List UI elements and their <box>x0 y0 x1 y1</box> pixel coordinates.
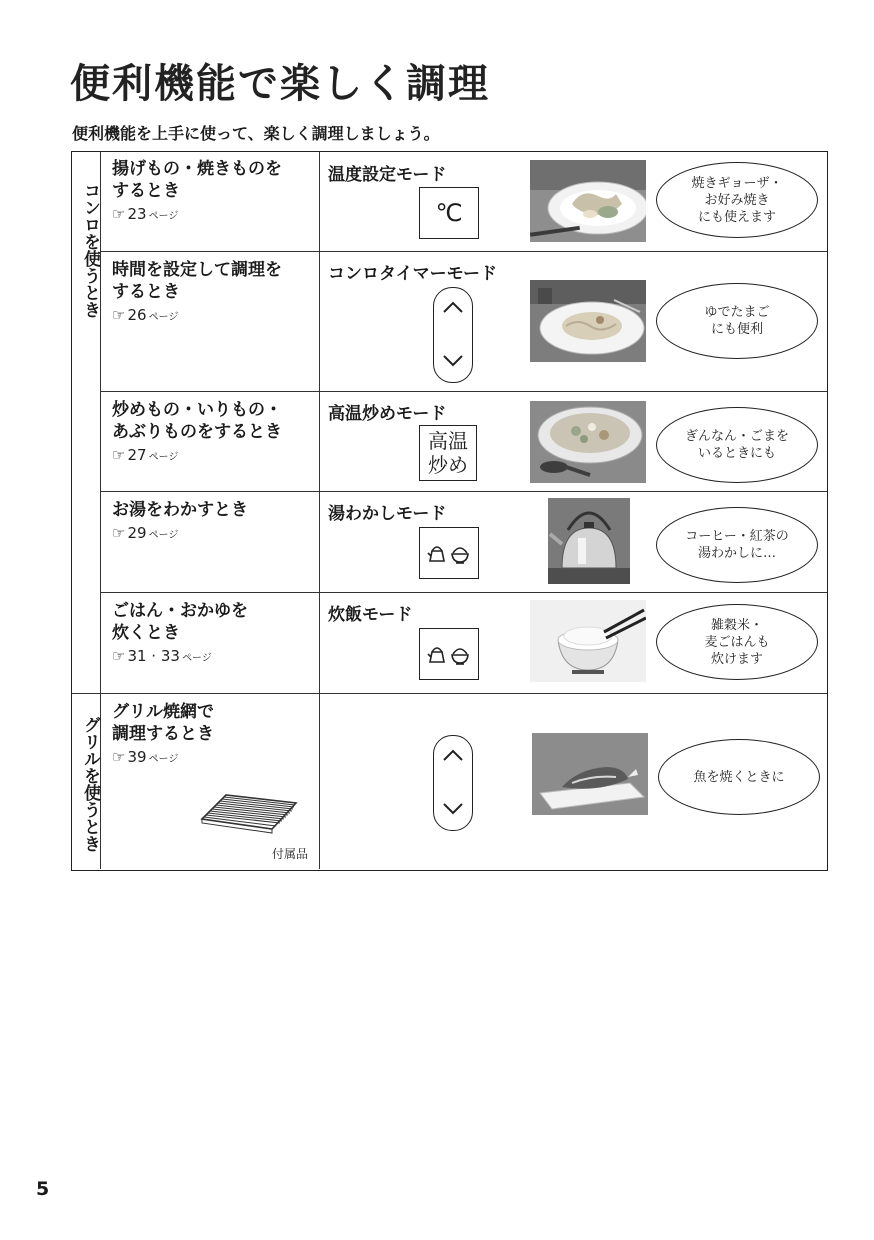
timer-up-down-keys <box>433 287 473 383</box>
tip-bubble: ゆでたまご にも便利 <box>656 283 818 359</box>
grill-up-down-keys <box>433 735 473 831</box>
mode-name: 温度設定モード <box>328 165 447 185</box>
table-row <box>72 152 827 251</box>
page-subtitle: 便利機能を上手に使って、楽しく調理しましょう。 <box>72 124 440 143</box>
page-reference[interactable]: ☞ 31 · 33 ページ <box>112 647 212 665</box>
chevron-down-icon[interactable] <box>442 802 464 816</box>
chevron-up-icon[interactable] <box>442 748 464 762</box>
tip-bubble: ぎんなん・ごまを いるときにも <box>656 407 818 483</box>
accessory-label: 付属品 <box>272 847 309 861</box>
page-reference[interactable]: ☞ 29 ページ <box>112 524 179 542</box>
mode-name: 高温炒めモード <box>328 404 447 424</box>
use-case: 時間を設定して調理を するとき ☞ 26 ページ <box>112 259 312 329</box>
feature-table <box>71 151 828 871</box>
pointing-hand-icon: ☞ <box>112 205 125 223</box>
pointing-hand-icon: ☞ <box>112 306 125 324</box>
tip-bubble: コーヒー・紅茶の 湯わかしに… <box>656 507 818 583</box>
use-case: お湯をわかすとき ☞ 29 ページ <box>112 499 312 547</box>
section-label-grill: グリルを使うとき <box>80 716 100 852</box>
use-case: グリル焼網で 調理するとき ☞ 39 ページ <box>112 701 312 771</box>
chevron-up-icon[interactable] <box>442 300 464 314</box>
grilled-fish-photo <box>532 733 648 815</box>
tip-bubble: 雑穀米・ 麦ごはんも 炊けます <box>656 604 818 680</box>
high-temp-stir-fry-key-button[interactable]: 高温 炒め <box>419 425 477 481</box>
mode-name: 炊飯モード <box>328 605 413 625</box>
chevron-down-icon[interactable] <box>442 354 464 368</box>
pointing-hand-icon: ☞ <box>112 647 125 665</box>
page-reference[interactable]: ☞ 26 ページ <box>112 306 179 324</box>
mode-name: 湯わかしモード <box>328 504 447 524</box>
stir-fry-photo <box>530 401 646 483</box>
grill-net-illustration <box>196 789 300 843</box>
table-row <box>72 693 827 869</box>
table-row <box>72 251 827 391</box>
use-case: 炒めもの・いりもの・ あぶりものをするとき ☞ 27 ページ <box>112 399 312 469</box>
table-row <box>72 391 827 491</box>
page-title: 便利機能で楽しく調理 <box>70 61 490 107</box>
kettle-rice-key-button[interactable] <box>419 527 479 579</box>
pasta-plate-photo <box>530 280 646 362</box>
pointing-hand-icon: ☞ <box>112 524 125 542</box>
kettle-rice-key-button[interactable] <box>419 628 479 680</box>
temperature-key-button[interactable]: ℃ <box>419 187 479 239</box>
page-number: 5 <box>36 1178 50 1200</box>
table-row <box>72 491 827 592</box>
page-reference[interactable]: ☞ 39 ページ <box>112 748 179 766</box>
section-label-conro: コンロを使うとき <box>80 182 100 318</box>
page-reference[interactable]: ☞ 23 ページ <box>112 205 179 223</box>
pointing-hand-icon: ☞ <box>112 748 125 766</box>
tip-bubble: 焼きギョーザ・ お好み焼き にも使えます <box>656 162 818 238</box>
tip-bubble: 魚を焼くときに <box>658 739 820 815</box>
kettle-on-stove-photo <box>548 498 630 584</box>
tempura-plate-photo <box>530 160 646 242</box>
mode-name: コンロタイマーモード <box>328 264 497 284</box>
kettle-rice-bowl-icon <box>426 642 472 666</box>
kettle-rice-bowl-icon <box>426 541 472 565</box>
pointing-hand-icon: ☞ <box>112 446 125 464</box>
table-row <box>72 592 827 693</box>
use-case: 揚げもの・焼きものを するとき ☞ 23 ページ <box>112 158 312 228</box>
rice-bowl-photo <box>530 600 646 682</box>
use-case: ごはん・おかゆを 炊くとき ☞ 31 · 33 ページ <box>112 600 312 670</box>
page-reference[interactable]: ☞ 27 ページ <box>112 446 179 464</box>
